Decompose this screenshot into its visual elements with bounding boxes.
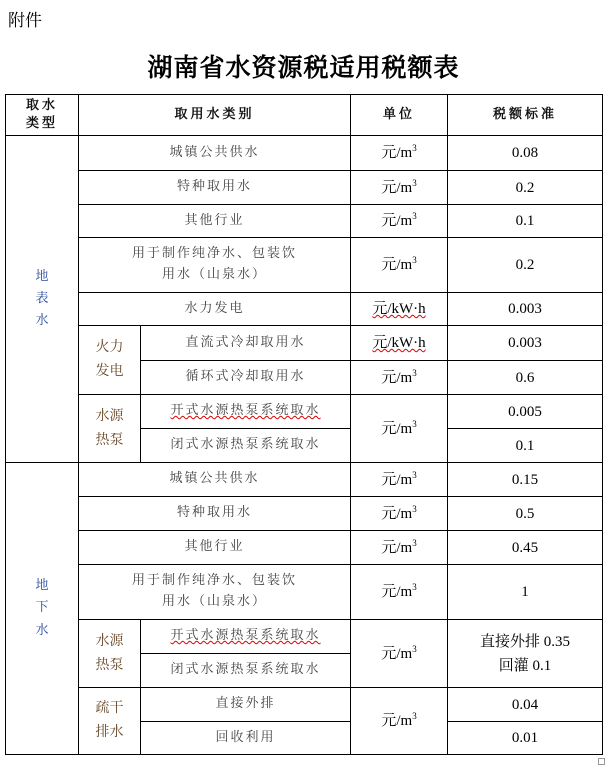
rate-cell: 0.08	[448, 136, 603, 171]
group-cell: 火力发电	[79, 326, 141, 395]
rate-cell: 0.005	[448, 395, 603, 429]
table-row	[6, 497, 603, 531]
header-category: 取用水类别	[79, 95, 351, 136]
group-cell: 疏干排水	[79, 688, 141, 755]
rate-cell: 直接外排 0.35 回灌 0.1	[448, 620, 603, 688]
unit-cell: 元$/m^3$	[351, 171, 448, 205]
table-row	[6, 171, 603, 205]
table-row	[6, 395, 603, 429]
category-cell: 直接外排	[141, 688, 351, 722]
table-row	[6, 463, 603, 497]
unit-cell: 元/kW·h	[351, 293, 448, 326]
rate-cell: 0.2	[448, 238, 603, 293]
unit-cell: 元/kW·h	[351, 326, 448, 361]
category-cell: 水力发电	[79, 293, 351, 326]
category-cell: 城镇公共供水	[79, 136, 351, 171]
table-row	[6, 620, 603, 654]
category-cell: 用于制作纯净水、包装饮用水（山泉水）	[79, 565, 351, 620]
rate-cell: 0.2	[448, 171, 603, 205]
table-row	[6, 205, 603, 238]
unit-cell: 元$/m^3$	[351, 620, 448, 688]
category-cell: 开式水源热泵系统取水	[141, 395, 351, 429]
unit-cell: 元$/m^3$	[351, 205, 448, 238]
category-cell: 其他行业	[79, 531, 351, 565]
unit-cell: 元$/m^3$	[351, 395, 448, 463]
table-row	[6, 688, 603, 722]
rate-cell: 1	[448, 565, 603, 620]
unit-cell: 元$/m^3$	[351, 463, 448, 497]
table-row	[6, 326, 603, 361]
rate-cell: 0.15	[448, 463, 603, 497]
group-cell: 水源热泵	[79, 620, 141, 688]
table-row	[6, 136, 603, 171]
rate-cell: 0.04	[448, 688, 603, 722]
unit-cell: 元$/m^3$	[351, 238, 448, 293]
category-cell: 循环式冷却取用水	[141, 361, 351, 395]
document-title: 湖南省水资源税适用税额表	[147, 53, 460, 82]
category-cell: 闭式水源热泵系统取水	[141, 654, 351, 688]
category-cell: 开式水源热泵系统取水	[141, 620, 351, 654]
header-row	[6, 95, 603, 136]
tax-rate-table	[5, 94, 603, 755]
rate-cell: 0.45	[448, 531, 603, 565]
category-cell: 闭式水源热泵系统取水	[141, 429, 351, 463]
category-cell: 其他行业	[79, 205, 351, 238]
group-cell: 水源热泵	[79, 395, 141, 463]
attachment-label: 附件	[8, 11, 42, 31]
rate-cell: 0.003	[448, 326, 603, 361]
header-unit: 单位	[351, 95, 448, 136]
category-cell: 回收利用	[141, 722, 351, 755]
type-cell: 地表水	[6, 136, 79, 463]
table-row	[6, 238, 603, 293]
rate-cell: 0.003	[448, 293, 603, 326]
rate-cell: 0.5	[448, 497, 603, 531]
unit-cell: 元$/m^3$	[351, 361, 448, 395]
category-cell: 特种取用水	[79, 171, 351, 205]
header-rate: 税额标准	[448, 95, 603, 136]
end-of-table-marker	[598, 758, 605, 765]
header-type: 取水类型	[6, 95, 79, 136]
type-cell: 地下水	[6, 463, 79, 755]
category-cell: 直流式冷却取用水	[141, 326, 351, 361]
category-cell: 特种取用水	[79, 497, 351, 531]
unit-cell: 元$/m^3$	[351, 688, 448, 755]
table-row	[6, 531, 603, 565]
table-row	[6, 293, 603, 326]
rate-cell: 0.01	[448, 722, 603, 755]
rate-cell: 0.1	[448, 429, 603, 463]
unit-cell: 元$/m^3$	[351, 565, 448, 620]
table-row	[6, 565, 603, 620]
category-cell: 用于制作纯净水、包装饮用水（山泉水）	[79, 238, 351, 293]
unit-cell: 元$/m^3$	[351, 531, 448, 565]
rate-cell: 0.1	[448, 205, 603, 238]
category-cell: 城镇公共供水	[79, 463, 351, 497]
unit-cell: 元$/m^3$	[351, 497, 448, 531]
unit-cell: 元$/m^3$	[351, 136, 448, 171]
rate-cell: 0.6	[448, 361, 603, 395]
